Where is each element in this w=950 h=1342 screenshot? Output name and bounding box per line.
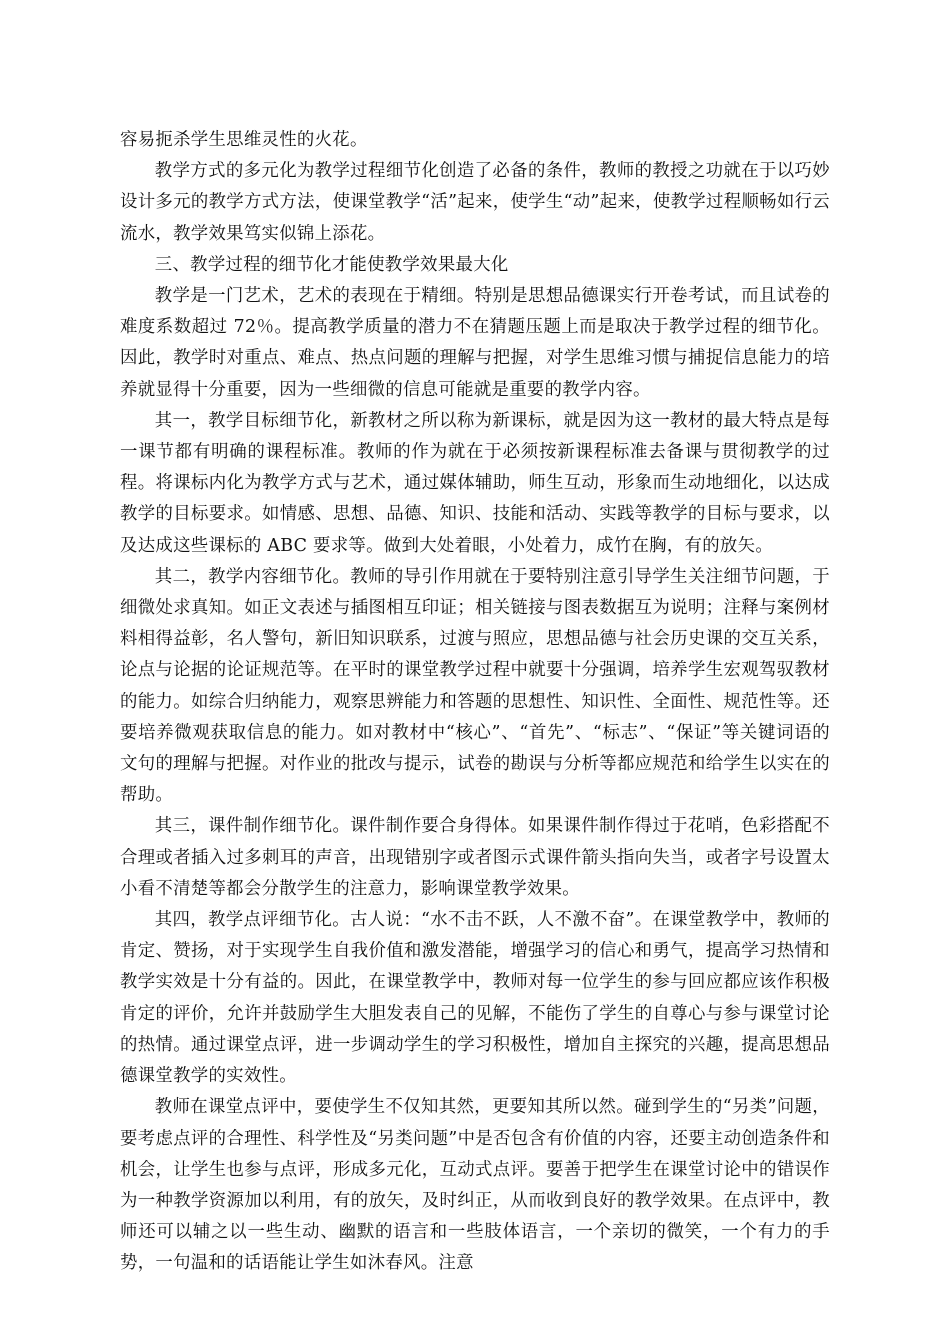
paragraph-point-two: 其二，教学内容细节化。教师的导引作用就在于要特别注意引导学生关注细节问题，于细微处求真知。如正文表述与插图相互印证；相关链接与图表数据互为说明；注释与案例材料相得益彰，名人警句，新旧知识联系，过渡与照应，思想品德与社会历史课的交互关系，论点与论据的论证规范等。在平时的课堂教学过程中就要十分强调，培养学生宏观驾驭教材的能力。如综合归纳能力，观察思辨能力和答题的思想性、知识性、全面性、规范性等。还要培养微观获取信息的能力。如对教材中“核心”、“首先”、“标志”、“保证”等关键词语的文句的理解与把握。对作业的批改与提示，试卷的勘误与分析等都应规范和给学生以实在的帮助。 xyxy=(120,566,830,806)
paragraph-teaching-methods: 教学方式的多元化为教学过程细节化创造了必备的条件，教师的教授之功就在于以巧妙设计多元的教学方式方法，使课堂教学“活”起来，使学生“动”起来，使教学过程顺畅如行云流水，教学效果笃实似锦上添花。 xyxy=(120,161,830,244)
paragraph-teacher-comments: 教师在课堂点评中，要使学生不仅知其然，更要知其所以然。碰到学生的“另类”问题，要考虑点评的合理性、科学性及“另类问题”中是否包含有价值的内容，还要主动创造条件和机会，让学生也参与点评，形成多元化，互动式点评。要善于把学生在课堂讨论中的错误作为一种教学资源加以利用，有的放矢，及时纠正，从而收到良好的教学效果。在点评中，教师还可以辅之以一些生动、幽默的语言和一些肢体语言，一个亲切的微笑，一个有力的手势，一句温和的话语能让学生如沐春风。注意 xyxy=(120,1097,830,1274)
paragraph-point-one: 其一，教学目标细节化，新教材之所以称为新课标，就是因为这一教材的最大特点是每一课节都有明确的课程标准。教师的作为就在于必须按新课程标准去备课与贯彻教学的过程。将课标内化为教学方式与艺术，通过媒体辅助，师生互动，形象而生动地细化，以达成教学的目标要求。如情感、思想、品德、知识、技能和活动、实践等教学的目标与要求，以及达成这些课标的 ABC 要求等。做到大处着眼，小处着力，成竹在胸，有的放矢。 xyxy=(120,410,830,556)
paragraph-continuation: 容易扼杀学生思维灵性的火花。 xyxy=(120,130,368,150)
section-three-heading: 三、教学过程的细节化才能使教学效果最大化 xyxy=(154,254,509,275)
paragraph-point-three: 其三，课件制作细节化。课件制作要合身得体。如果课件制作得过于花哨，色彩搭配不合理或者插入过多刺耳的声音，出现错别字或者图示式课件箭头指向失当，或者字号设置太小看不清楚等都会分散学生的注意力，影响课堂教学效果。 xyxy=(120,816,830,899)
document-body xyxy=(120,125,830,1280)
paragraph-point-four: 其四，教学点评细节化。古人说：“水不击不跃，人不激不奋”。在课堂教学中，教师的肯定、赞扬，对于实现学生自我价值和激发潜能，增强学习的信心和勇气，提高学习热情和教学实效是十分有益的。因此，在课堂教学中，教师对每一位学生的参与回应都应该作积极肯定的评价，允许并鼓励学生大胆发表自己的见解，不能伤了学生的自尊心与参与课堂讨论的热情。通过课堂点评，进一步调动学生的学习积极性，增加自主探究的兴趣，提高思想品德课堂教学的实效性。 xyxy=(120,910,830,1087)
paragraph-teaching-art: 教学是一门艺术，艺术的表现在于精细。特别是思想品德课实行开卷考试，而且试卷的难度系数超过 72％。提高教学质量的潜力不在猜题压题上而是取决于教学过程的细节化。因此，教学时对重点、难点、热点问题的理解与把握，对学生思维习惯与捕捉信息能力的培养就显得十分重要，因为一些细微的信息可能就是重要的教学内容。 xyxy=(120,286,830,400)
